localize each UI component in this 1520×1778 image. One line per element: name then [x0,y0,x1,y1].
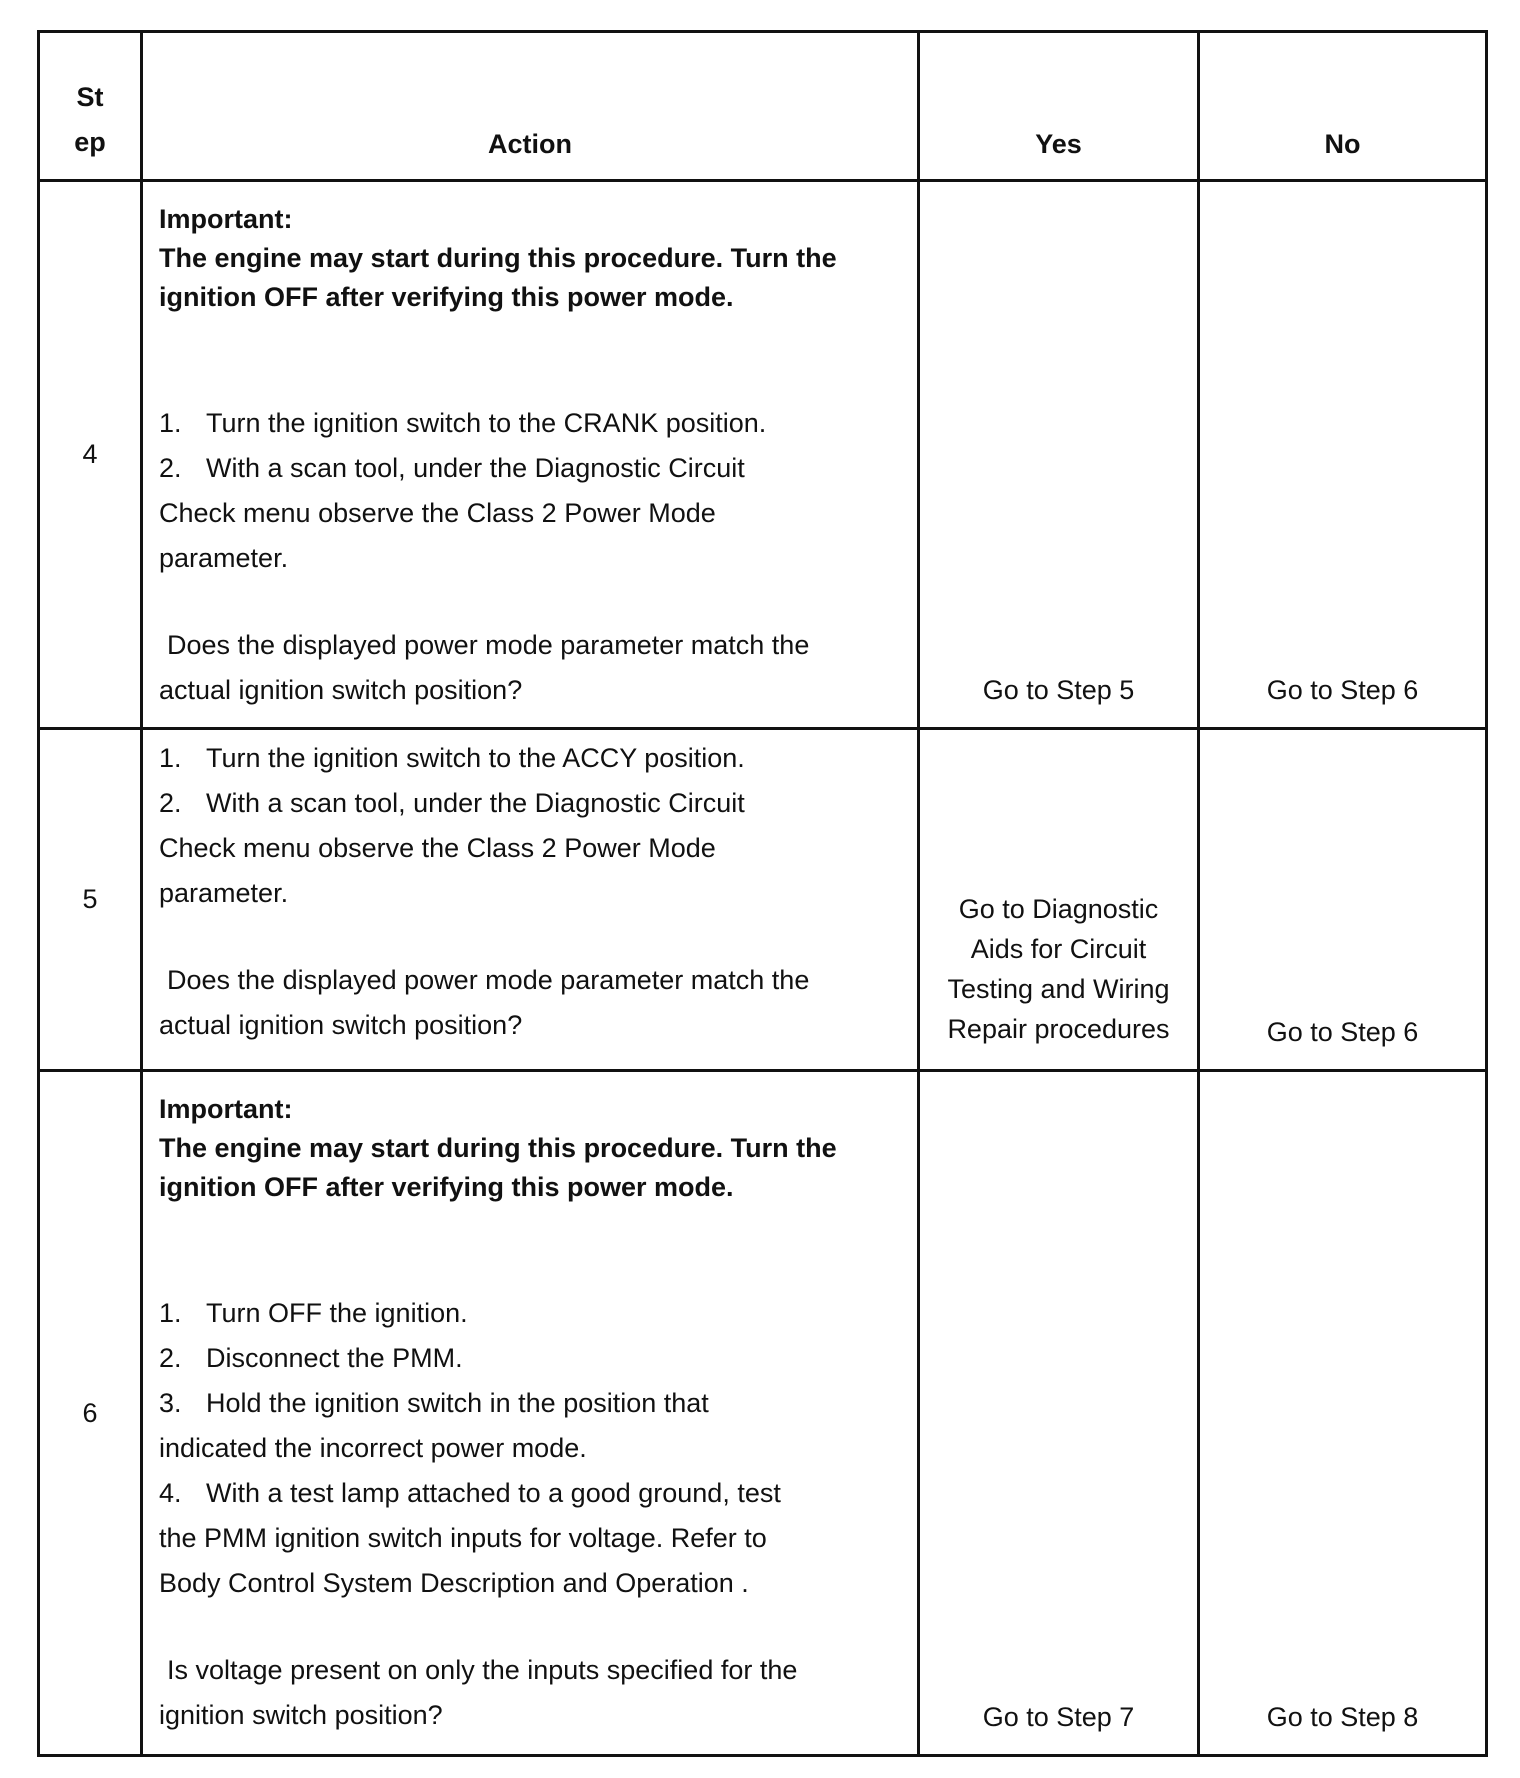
procedure-continuation: the PMM ignition switch inputs for voltage. Refer to [159,1523,767,1553]
procedure-continuation: Check menu observe the Class 2 Power Mode [159,498,716,528]
procedure-continuation: parameter. [159,878,289,908]
procedure-step: 2. Disconnect the PMM. [159,1343,463,1373]
table-row-step-5 [39,729,1487,1071]
header-row [39,32,1487,181]
question-text: Does the displayed power mode parameter match the [167,630,810,660]
no-result: Go to Step 6 [1199,181,1487,729]
question-text: actual ignition switch position? [159,1010,523,1040]
question-text: actual ignition switch position? [159,675,523,705]
procedure-step: 4. With a test lamp attached to a good ground, test [159,1478,781,1508]
important-label: Important: [159,204,293,234]
procedure-step: 1. Turn the ignition switch to the ACCY position. [159,743,745,773]
table-row-step-4 [39,181,1487,729]
action-cell [142,1071,919,1756]
important-text: The engine may start during this procedure. Turn the [159,243,837,273]
step-number: 6 [39,1071,142,1756]
header-yes: Yes [919,32,1199,181]
no-result: Go to Step 8 [1199,1071,1487,1756]
yes-result [919,729,1199,1071]
question-text: Does the displayed power mode parameter match the [167,965,810,995]
procedure-continuation: indicated the incorrect power mode. [159,1433,587,1463]
action-cell [142,181,919,729]
important-text: ignition OFF after verifying this power mode. [159,1172,734,1202]
header-action: Action [142,32,919,181]
procedure-step: 3. Hold the ignition switch in the position that [159,1388,709,1418]
header-no: No [1199,32,1487,181]
action-cell [142,729,919,1071]
header-step-line2: ep [74,127,106,157]
yes-result: Go to Step 5 [919,181,1199,729]
important-label: Important: [159,1094,293,1124]
procedure-continuation: Body Control System Description and Operation . [159,1568,749,1598]
step-number: 5 [39,729,142,1071]
important-text: The engine may start during this procedure. Turn the [159,1133,837,1163]
no-result: Go to Step 6 [1199,729,1487,1071]
question-text: ignition switch position? [159,1700,443,1730]
question-text: Is voltage present on only the inputs specified for the [167,1655,798,1685]
diagnostic-table [37,30,1488,1757]
table-row-step-6 [39,1071,1487,1756]
header-step-line1: St [76,82,104,112]
procedure-step: 1. Turn OFF the ignition. [159,1298,468,1328]
header-step [39,32,142,181]
step-number: 4 [39,181,142,729]
important-text: ignition OFF after verifying this power mode. [159,282,734,312]
procedure-step: 2. With a scan tool, under the Diagnostic Circuit [159,453,745,483]
yes-result: Go to Step 7 [919,1071,1199,1756]
procedure-continuation: Check menu observe the Class 2 Power Mode [159,833,716,863]
procedure-step: 1. Turn the ignition switch to the CRANK position. [159,408,767,438]
procedure-step: 2. With a scan tool, under the Diagnostic Circuit [159,788,745,818]
yes-result-lines: Go to Diagnostic Aids for Circuit Testing and Wiring Repair procedures [947,894,1170,1044]
procedure-continuation: parameter. [159,543,289,573]
